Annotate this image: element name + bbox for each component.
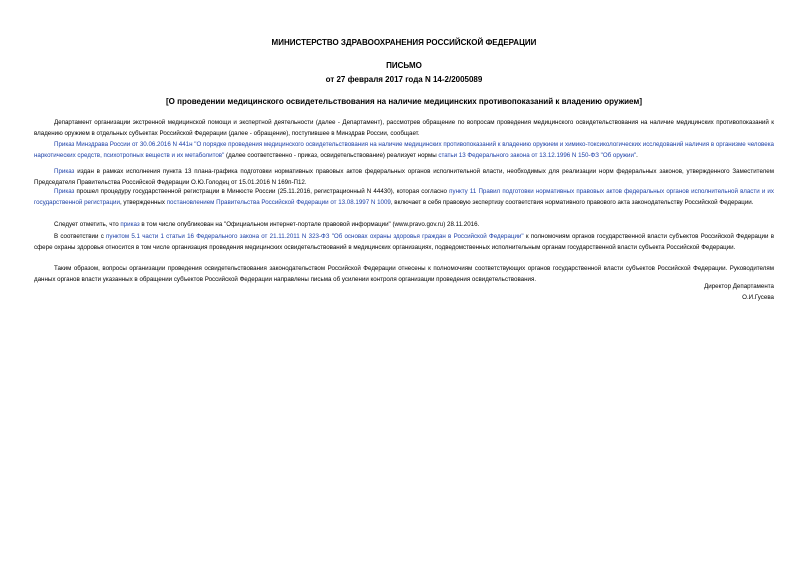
paragraph-3 [34, 166, 774, 188]
link-government-decree-1009[interactable]: постановлением Правительства Российской Федерации от 13.08.1997 N 1009 [166, 199, 391, 206]
paragraph-6 [34, 231, 774, 253]
paragraph-4-text-3: , включает в себя правовую экспертизу соответствия нормативного правового акта законодательству Российской Федерации. [390, 199, 754, 206]
paragraph-1-text: Департамент организации экстренной медицинской помощи и экспертной деятельности (далее - Департамент), рассмотрев обращение по вопросам проведения медицинского освидетельствования на наличие медицинских противопоказаний к владению оружием в отдельных субъектах Российской Федерации (далее - обращение), поступившее в Минздрав России, сообщает. [34, 119, 774, 137]
paragraph-5-text-1: Следует отметить, что [54, 221, 121, 228]
link-rules-point-11[interactable]: пункту 11 Правил подготовки нормативных правовых актов федеральных органов исполнительной власти и их государственной регистрации [34, 188, 774, 206]
paragraph-3-text-1: издан в рамках исполнения пункта 13 плана-графика подготовки нормативных правовых актов федеральных органов исполнительной власти, необходимых для реализации норм федеральных законов, утвержденного Заместителем Председателя Правительства Российской Федерации О.Ю.Голодец от 15.01.2016 N 169п-П12. [34, 168, 774, 186]
paragraph-4 [34, 186, 774, 208]
paragraph-6-text-2: к полномочиям органов государственной власти субъектов Российской Федерации в сфере охраны здоровья относится в том числе организация проведения медицинских освидетельствований в медицинских организациях, подведомственных исполнительным органам государственной власти субъекта Российской Федерации. [34, 233, 774, 251]
link-order[interactable]: Приказ [54, 188, 75, 195]
signature-name: О.И.Гусева [742, 294, 774, 301]
link-law-323fz-article-16[interactable]: пунктом 5.1 части 1 статьи 16 Федерального закона от 21.11.2011 N 323-ФЗ "Об основах охраны здоровья граждан в Российской Федерации" [106, 233, 524, 240]
paragraph-5-text-2: в том числе опубликован на "Официальном интернет-портале правовой информации" (www.pravo.gov.ru) 28.11.2016. [139, 221, 480, 228]
ministry-title: МИНИСТЕРСТВО ЗДРАВООХРАНЕНИЯ РОССИЙСКОЙ ФЕДЕРАЦИИ [271, 38, 537, 47]
paragraph-2-text-2: . [636, 152, 638, 159]
signature-position: Директор Департамента [704, 283, 774, 290]
paragraph-4-text-2: , утвержденных [119, 199, 167, 206]
link-order-441n[interactable]: Приказ Минздрава России от 30.06.2016 N 441н "О порядке проведения медицинского освидетельствования на наличие медицинских противопоказаний к владению оружием и химико-токсикологических исследований наличия в организме человека наркотических средств, психотропных веществ и их метаболитов" [34, 141, 774, 159]
paragraph-6-text-1: В соответствии с [54, 233, 107, 240]
document-type: ПИСЬМО [386, 61, 422, 70]
paragraph-5 [34, 219, 774, 230]
paragraph-4-text-1: прошел процедуру государственной регистрации в Минюсте России (25.11.2016, регистрационный N 44430), которая согласно [74, 188, 450, 195]
paragraph-2 [34, 139, 774, 161]
paragraph-7-text: Таким образом, вопросы организации проведения освидетельствования законодательством Российской Федерации отнесены к полномочиям соответствующих органов государственной власти субъектов Российской Федерации. Руководителям данных органов власти указанных в обращении субъектов Российской Федерации направлены письма об усилении контроля организации проведения освидетельствования. [34, 265, 774, 283]
document-subject: [О проведении медицинского освидетельствования на наличие медицинских противопоказаний к владению оружием] [166, 97, 642, 106]
link-law-150fz-article-13[interactable]: статьи 13 Федерального закона от 13.12.1996 N 150-ФЗ "Об оружии" [438, 152, 637, 159]
document-date-number: от 27 февраля 2017 года N 14-2/2005089 [325, 75, 483, 84]
link-order[interactable]: приказ [120, 221, 140, 228]
paragraph-1 [34, 117, 774, 139]
paragraph-7 [34, 263, 774, 285]
paragraph-2-text-1: (далее соответственно - приказ, освидетельствование) реализует нормы [224, 152, 439, 159]
link-order[interactable]: Приказ [54, 168, 75, 175]
